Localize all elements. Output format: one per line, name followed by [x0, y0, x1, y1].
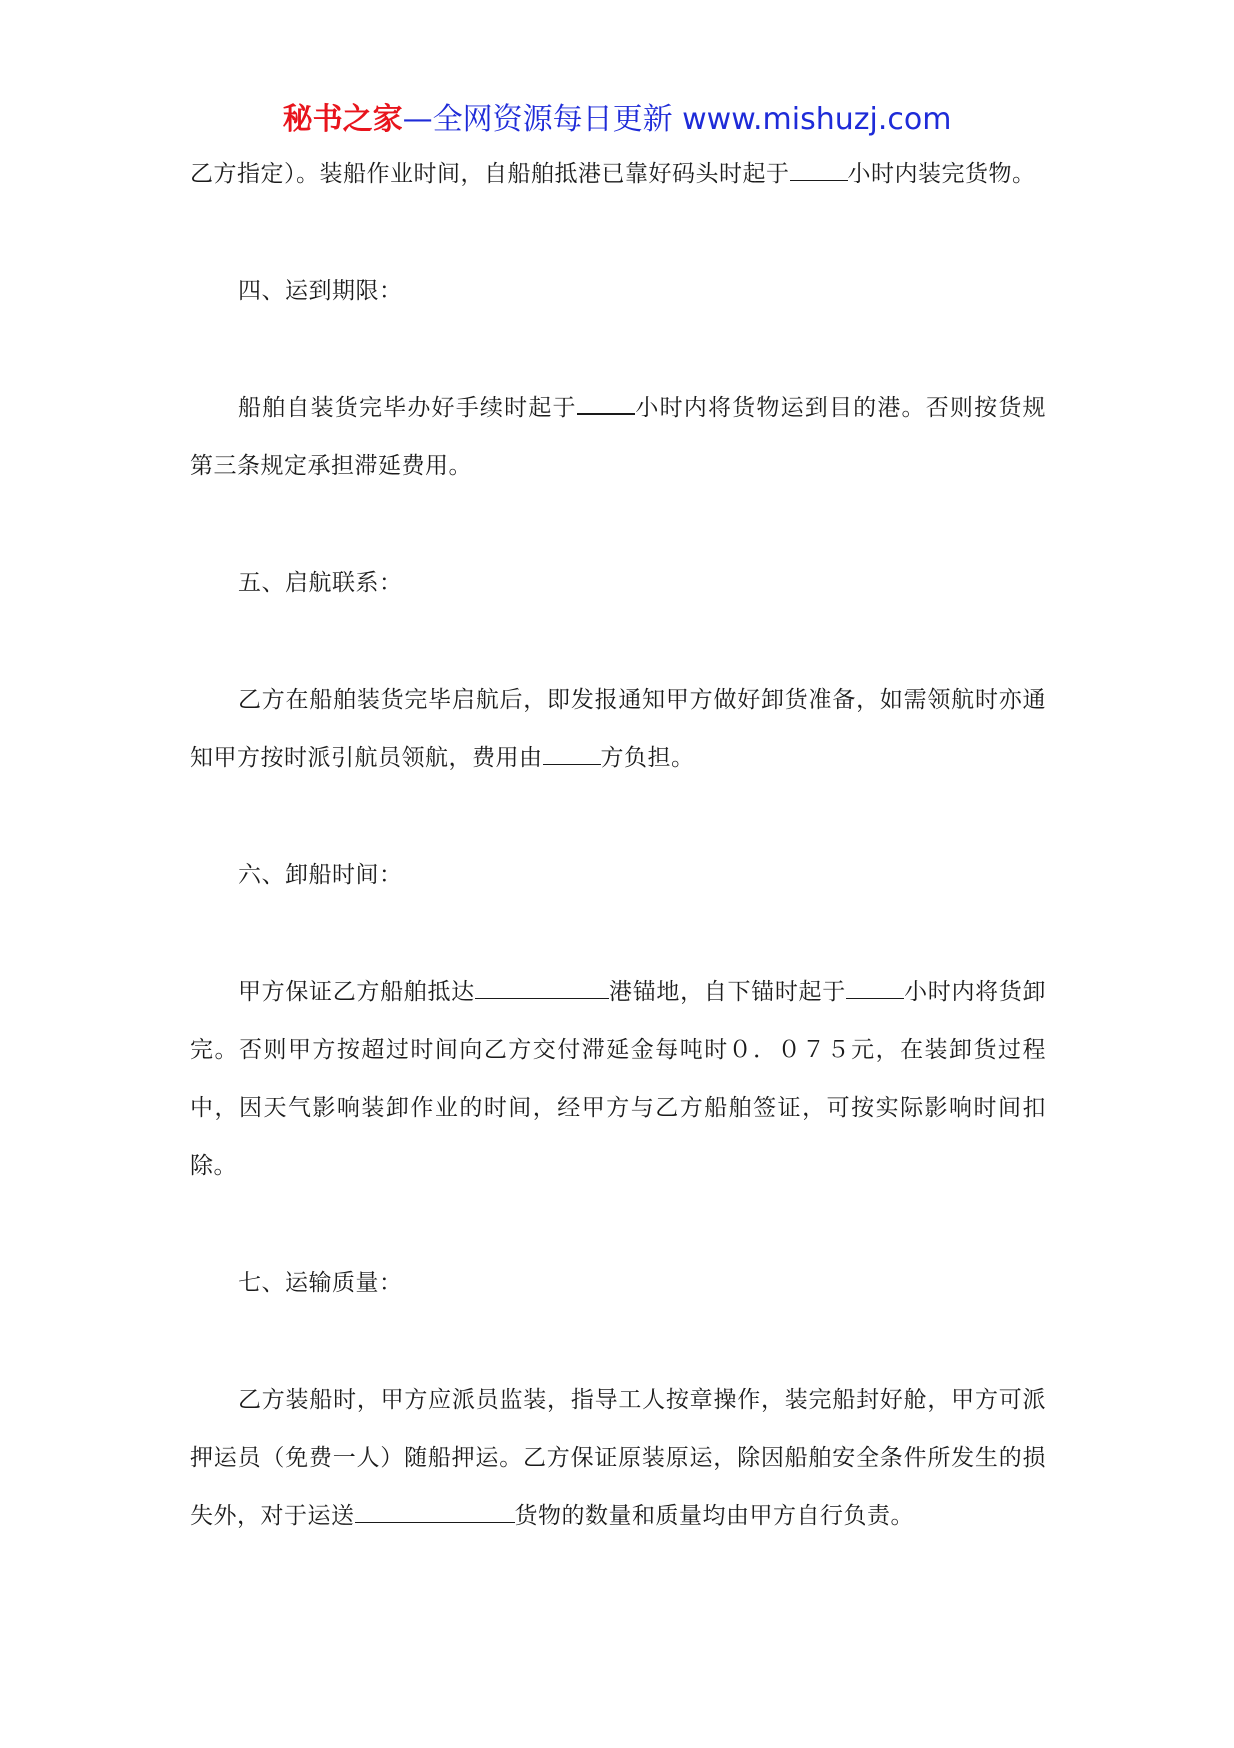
site-url[interactable]: www.mishuzj.com — [682, 102, 952, 137]
section-title-departure-contact: 五、启航联系： — [238, 570, 403, 596]
section-title-transport-quality: 七、运输质量： — [238, 1270, 403, 1296]
paragraph-departure-contact: 乙方在船舶装货完毕启航后，即发报通知甲方做好卸货准备，如需领航时亦通知甲方按时派引航员领航，费用由 方负担。 — [190, 687, 1046, 771]
blank-field — [475, 978, 609, 999]
blank-field — [846, 978, 904, 999]
blank-field — [790, 160, 848, 181]
section-title-delivery-term: 四、运到期限： — [238, 278, 403, 304]
paragraph-transport-quality: 乙方装船时，甲方应派员监装，指导工人按章操作，装完船封好舱，甲方可派押运员（免费一人）随船押运。乙方保证原装原运，除因船舶安全条件所发生的损失外，对于运送 货物的数量和质量均由甲方自行负责。 — [190, 1387, 1046, 1529]
paragraph-delivery-term: 船舶自装货完毕办好手续时起于 小时内将货物运到目的港。否则按货规第三条规定承担滞延费用。 — [190, 395, 1047, 479]
blank-field — [355, 1502, 515, 1523]
blank-field — [543, 744, 601, 765]
site-header — [0, 100, 1234, 140]
blank-field — [577, 393, 635, 415]
site-tagline: —全网资源每日更新 — [402, 102, 673, 137]
paragraph-unloading-time: 甲方保证乙方船舶抵达 港锚地，自下锚时起于 小时内将货卸完。否则甲方按超过时间向乙方交付滞延金每吨时０．０７５元，在装卸货过程中，因天气影响装卸作业的时间，经甲方与乙方船舶签证，可按实际影响时间扣除。 — [190, 979, 1047, 1179]
section-title-unloading-time: 六、卸船时间： — [238, 862, 403, 888]
site-brand: 秘书之家 — [282, 102, 403, 137]
paragraph-loading-time: 乙方指定）。装船作业时间，自船舶抵港已靠好码头时起于 小时内装完货物。 — [190, 161, 1036, 187]
document-body — [190, 145, 1046, 1545]
